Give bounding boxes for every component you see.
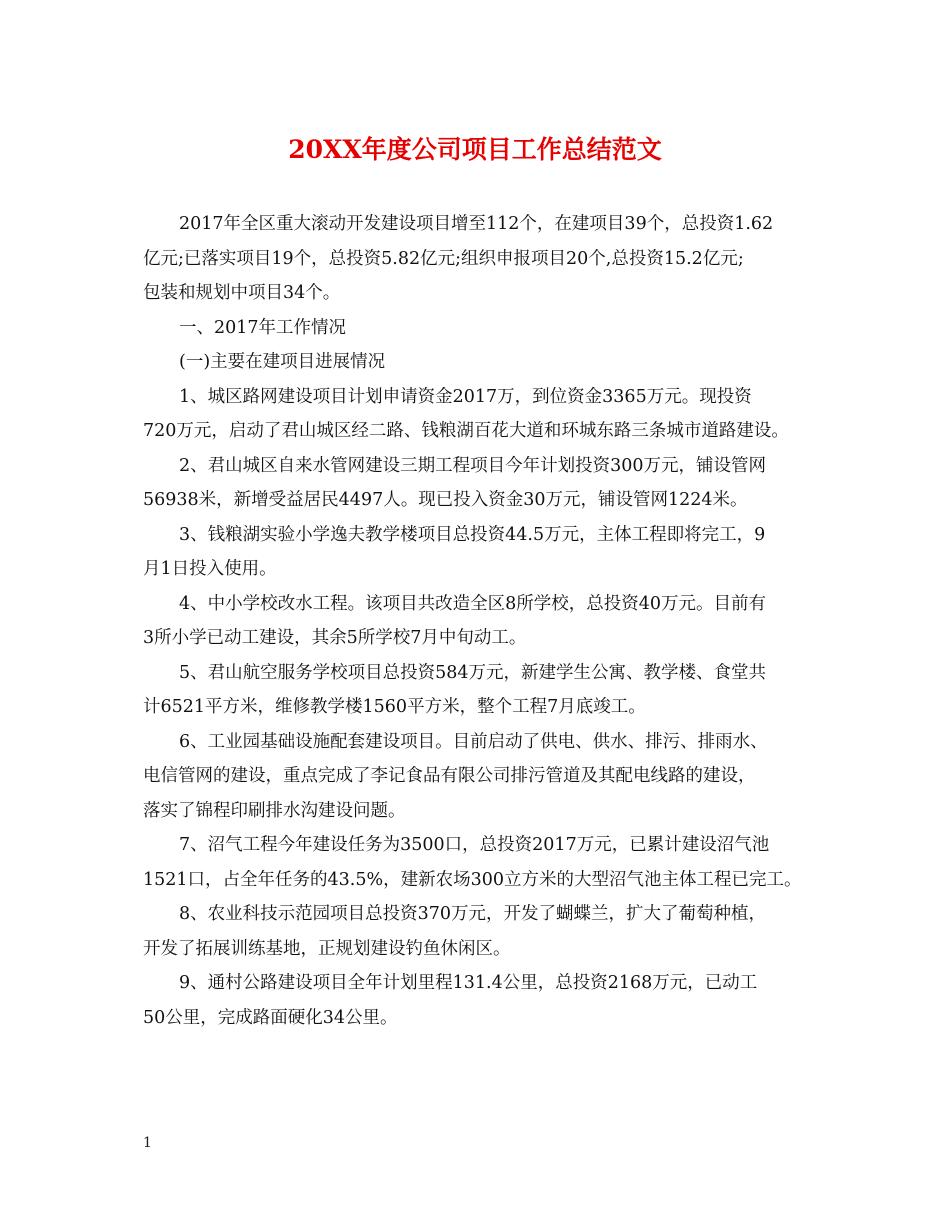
paragraph-line: 9、通村公路建设项目全年计划里程131.4公里，总投资2168万元，已动工 (179, 973, 758, 993)
paragraph-item-3 (143, 518, 815, 587)
paragraph-line: 50公里，完成路面硬化34公里。 (143, 1007, 398, 1028)
paragraph-line: 720万元，启动了君山城区经二路、钱粮湖百花大道和环城东路三条城市道路建设。 (143, 421, 789, 441)
paragraph-line: 6、工业园基础设施配套建设项目。目前启动了供电、供水、排污、排雨水、 (179, 731, 768, 752)
paragraph-item-2 (143, 449, 815, 518)
paragraph-line: 计6521平方米，维修教学楼1560平方米，整个工程7月底竣工。 (143, 697, 646, 717)
paragraph-line: 2017年全区重大滚动开发建设项目增至112个，在建项目39个，总投资1.62 (179, 214, 774, 234)
paragraph-item-9 (143, 966, 815, 1035)
paragraph-line: 56938米，新增受益居民4497人。现已投入资金30万元，铺设管网1224米。 (143, 490, 748, 510)
paragraph-line: 一、2017年工作情况 (179, 317, 347, 338)
paragraph-line: 8、农业科技示范园项目总投资370万元，开发了蝴蝶兰，扩大了葡萄种植， (179, 904, 767, 924)
page-number: 1 (143, 1135, 152, 1151)
paragraph-line: 7、沼气工程今年建设任务为3500口，总投资2017万元，已累计建设沼气池 (179, 835, 770, 855)
paragraph-line: 落实了锦程印刷排水沟建设问题。 (143, 800, 406, 821)
paragraph-line: 亿元;已落实项目19个，总投资5.82亿元;组织申报项目20个,总投资15.2亿元; (143, 248, 744, 269)
paragraph-line: 3、钱粮湖实验小学逸夫教学楼项目总投资44.5万元，主体工程即将完工，9 (179, 524, 766, 545)
paragraph-line: 2、君山城区自来水管网建设三期工程项目今年计划投资300万元，铺设管网 (179, 455, 767, 476)
paragraph-item-1 (143, 380, 815, 449)
paragraph-line: 包装和规划中项目34个。 (143, 283, 341, 303)
paragraph-line: 1、城区路网建设项目计划申请资金2017万，到位资金3365万元。现投资 (179, 386, 752, 407)
paragraph-line: 5、君山航空服务学校项目总投资584万元，新建学生公寓、教学楼、食堂共 (179, 662, 767, 683)
paragraph-item-8 (143, 897, 815, 966)
paragraph-line: 3所小学已动工建设，其余5所学校7月中旬动工。 (143, 628, 527, 648)
paragraph-line: 月1日投入使用。 (143, 559, 277, 579)
paragraph-item-7 (143, 828, 815, 897)
paragraph-item-4 (143, 587, 815, 656)
paragraph-line: (一)主要在建项目进展情况 (179, 352, 386, 372)
paragraph-item-6 (143, 725, 815, 829)
paragraph-item-5 (143, 656, 815, 725)
document-title: 20XX年度公司项目工作总结范文 (288, 135, 662, 164)
paragraph-line: 开发了拓展训练基地，正规划建设钓鱼休闲区。 (143, 938, 511, 959)
paragraph-line: 4、中小学校改水工程。该项目共改造全区8所学校，总投资40万元。目前有 (179, 593, 767, 614)
paragraph-line: 1521口，占全年任务的43.5%，建新农场300立方米的大型沼气池主体工程已完工。 (143, 869, 802, 890)
document-body (143, 207, 815, 1035)
paragraph-line: 电信管网的建设，重点完成了李记食品有限公司排污管道及其配电线路的建设， (143, 766, 756, 786)
paragraph-intro (143, 207, 815, 311)
subsection-heading (143, 345, 815, 380)
section-heading (143, 311, 815, 346)
